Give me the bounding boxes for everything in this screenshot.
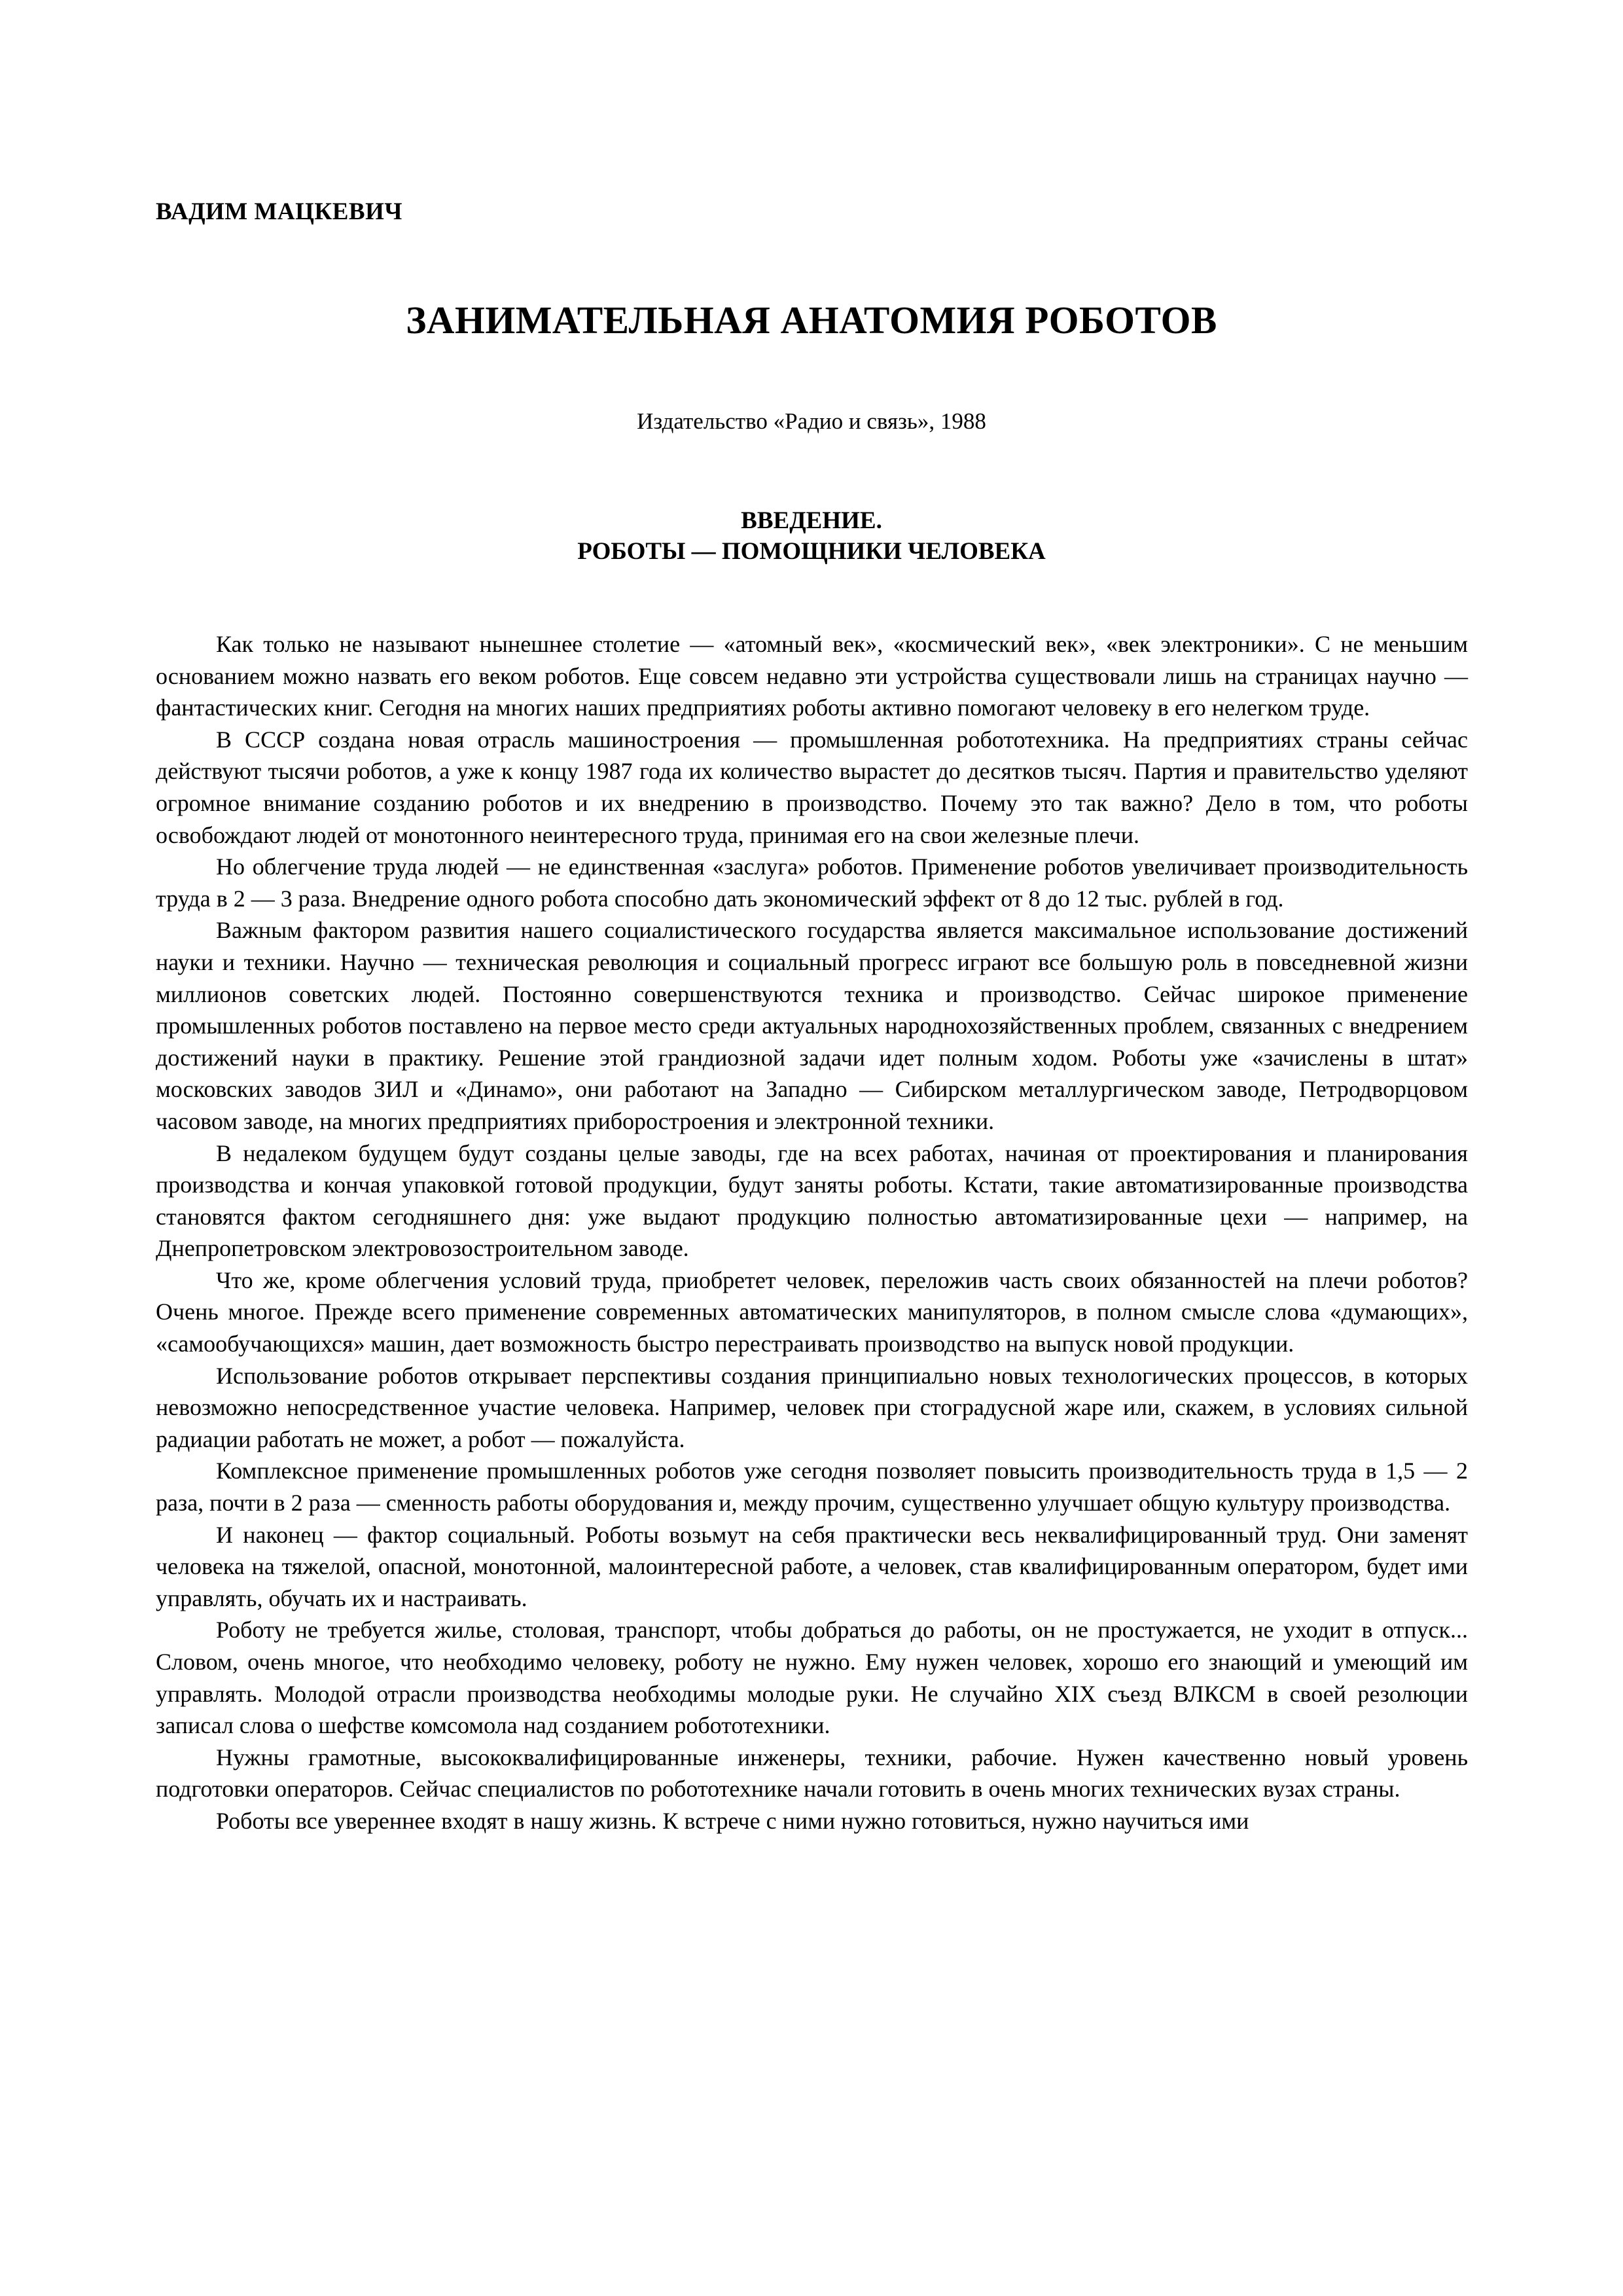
paragraph: Комплексное применение промышленных роботов уже сегодня позволяет повысить производительность труда в 1,5 — 2 раза, почти в 2 раза — сменность работы оборудования и, между прочим, существенно улучшает общую культуру производства. (156, 1458, 1468, 1516)
paragraph: Нужны грамотные, высококвалифицированные инженеры, техники, рабочие. Нужен качественно новый уровень подготовки операторов. Сейчас специалистов по робототехнике начали готовить в очень многих технических вузах страны. (156, 1744, 1468, 1803)
publisher-line: Издательство «Радио и связь», 1988 (637, 408, 986, 434)
paragraph: Роботы все увереннее входят в нашу жизнь. К встрече с ними нужно готовиться, нужно научиться ими (216, 1807, 1249, 1834)
paragraph: Как только не называют нынешнее столетие — «атомный век», «космический век», «век электроники». С не меньшим основанием можно назвать его веком роботов. Еще совсем недавно эти устройства существовали лишь на страницах научно — фантастических книг. Сегодня на многих наших предприятиях роботы активно помогают человеку в его нелегком труде. (156, 631, 1468, 721)
paragraph: В СССР создана новая отрасль машиностроения — промышленная робототехника. На предприятиях страны сейчас действуют тысячи роботов, а уже к концу 1987 года их количество вырастет до десятков тысяч. Партия и правительство уделяют огромное внимание созданию роботов и их внедрению в производство. Почему это так важно? Дело в том, что роботы освобождают людей от монотонного неинтересного труда, принимая его на свои железные плечи. (156, 726, 1468, 848)
book-title: ЗАНИМАТЕЛЬНАЯ АНАТОМИЯ РОБОТОВ (406, 298, 1217, 342)
paragraph: Что же, кроме облегчения условий труда, приобретет человек, переложив часть своих обязанностей на плечи роботов? Очень многое. Прежде всего применение современных автоматических манипуляторов, в полном смысле слова «думающих», «самообучающихся» машин, дает возможность быстро перестраивать производство на выпуск новой продукции. (156, 1266, 1468, 1357)
paragraph: В недалеком будущем будут созданы целые заводы, где на всех работах, начиная от проектирования и планирования производства и кончая упаковкой готовой продукции, будут заняты роботы. Кстати, такие автоматизированные производства становятся фактом сегодняшнего дня: уже выдают продукцию полностью автоматизированные цехи — например, на Днепропетровском электровозостроительном заводе. (156, 1139, 1468, 1262)
paragraph: И наконец — фактор социальный. Роботы возьмут на себя практически весь неквалифицированный труд. Они заменят человека на тяжелой, опасной, монотонной, малоинтересной работе, а человек, став квалифицированным оператором, будет ими управлять, обучать их и настраивать. (156, 1521, 1468, 1611)
paragraph: Важным фактором развития нашего социалистического государства является максимальное использование достижений науки и техники. Научно — техническая революция и социальный прогресс играют все большую роль в повседневной жизни миллионов советских людей. Постоянно совершенствуются техника и производство. Сейчас широкое применение промышленных роботов поставлено на первое место среди актуальных народнохозяйственных проблем, связанных с внедрением достижений науки в практику. Решение этой грандиозной задачи идет полным ходом. Роботы уже «зачислены в штат» московских заводов ЗИЛ и «Динамо», они работают на Западно — Сибирском металлургическом заводе, Петродворцовом часовом заводе, на многих предприятиях приборостроения и электронной техники. (156, 917, 1468, 1134)
paragraph: Использование роботов открывает перспективы создания принципиально новых технологических процессов, в которых невозможно непосредственное участие человека. Например, человек при стоградусной жаре или, скажем, в условиях сильной радиации работать не может, а робот — пожалуйста. (156, 1362, 1468, 1452)
paragraph: Но облегчение труда людей — не единственная «заслуга» роботов. Применение роботов увеличивает производительность труда в 2 — 3 раза. Внедрение одного робота способно дать экономический эффект от 8 до 12 тыс. рублей в год. (156, 853, 1468, 912)
body-text (156, 628, 1468, 1837)
section-heading (0, 505, 1623, 567)
section-heading-line-1: ВВЕДЕНИЕ. (741, 507, 882, 534)
section-heading-line-2: РОБОТЫ — ПОМОЩНИКИ ЧЕЛОВЕКА (577, 538, 1046, 565)
paragraph: Роботу не требуется жилье, столовая, транспорт, чтобы добраться до работы, он не простужается, не уходит в отпуск... Словом, очень многое, что необходимо человеку, роботу не нужно. Ему нужен человек, хорошо его знающий и умеющий им управлять. Молодой отрасли производства необходимы молодые руки. Не случайно XIX съезд ВЛКСМ в своей резолюции записал слова о шефстве комсомола над созданием робототехники. (156, 1617, 1468, 1739)
author-name: ВАДИМ МАЦКЕВИЧ (156, 198, 403, 225)
